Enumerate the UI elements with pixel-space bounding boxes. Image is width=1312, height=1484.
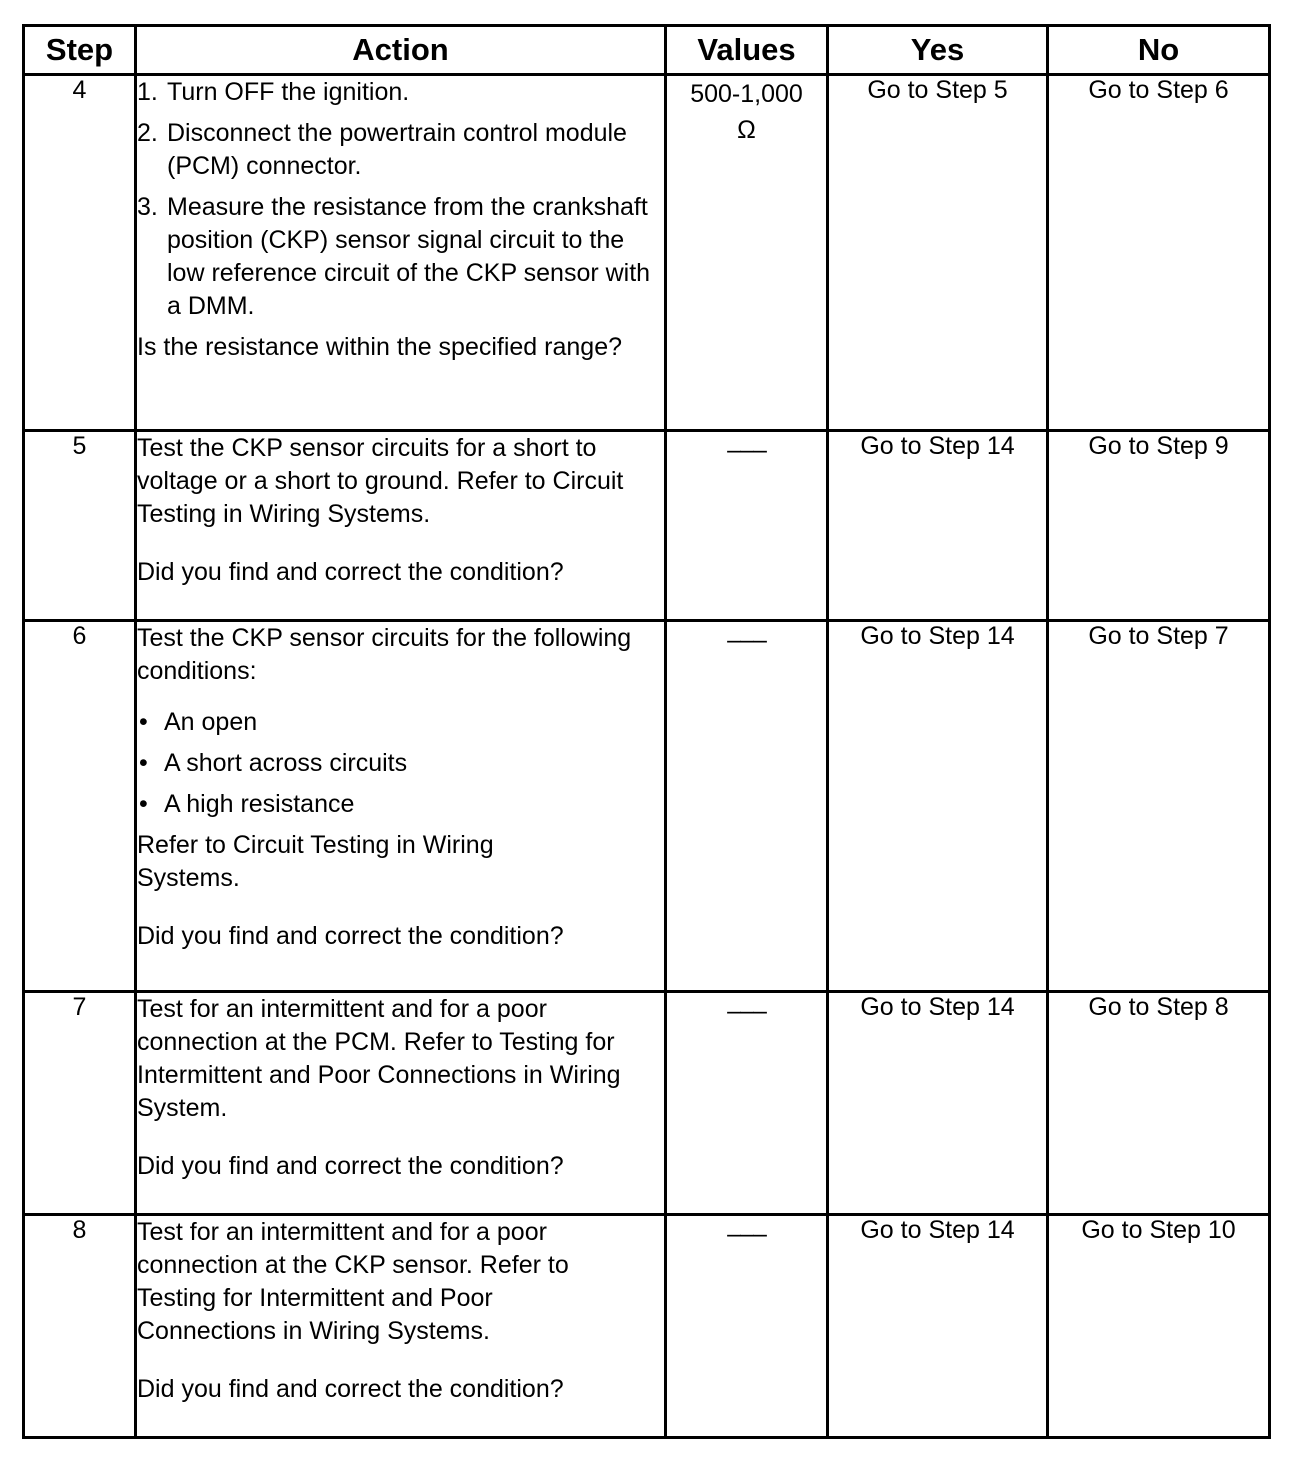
step-number: 7 [24,992,136,1215]
diagnostic-table [22,24,1271,1439]
action-text: Test for an intermittent and for a poor connection at the PCM. Refer to Testing for Intermittent and Poor Connections in Wiring System. [137,995,621,1122]
action-cell [136,431,666,621]
value-range: 500-1,000 [690,80,803,108]
action-cell [136,75,666,431]
yes-cell: Go to Step 14 [828,1215,1048,1438]
no-cell: Go to Step 10 [1048,1215,1270,1438]
no-cell: Go to Step 7 [1048,621,1270,992]
question-text: Did you find and correct the condition? [137,1152,564,1180]
value-unit: Ω [737,116,756,144]
numbered-item: 1. Turn OFF the ignition. [137,78,410,106]
header-yes: Yes [828,26,1048,75]
header-no: No [1048,26,1270,75]
values-cell: ––– [666,621,828,992]
bullet-item: • An open [139,708,258,736]
step-number: 5 [24,431,136,621]
action-text: Test the CKP sensor circuits for a short to voltage or a short to ground. Refer to Circuit Testing in Wiring Systems. [137,434,624,528]
action-cell [136,1215,666,1438]
no-cell: Go to Step 9 [1048,431,1270,621]
numbered-item: 3. Measure the resistance from the crankshaft position (CKP) sensor signal circuit to the low reference circuit of the CKP sensor with a DMM. [137,193,651,320]
values-cell [666,75,828,431]
action-text: Test the CKP sensor circuits for the following conditions: [137,624,632,685]
numbered-item: 2. Disconnect the powertrain control module (PCM) connector. [137,119,627,180]
action-cell [136,621,666,992]
values-cell: ––– [666,1215,828,1438]
question-text: Is the resistance within the specified range? [137,333,622,361]
bullet-item: • A short across circuits [139,749,408,777]
table-row-step-5 [24,431,1270,621]
bullet-item: • A high resistance [139,790,355,818]
table-row-step-4 [24,75,1270,431]
yes-cell: Go to Step 14 [828,621,1048,992]
step-number: 4 [24,75,136,431]
question-text: Did you find and correct the condition? [137,922,564,950]
no-cell: Go to Step 8 [1048,992,1270,1215]
yes-cell: Go to Step 14 [828,431,1048,621]
header-action: Action [136,26,666,75]
refer-text: Refer to Circuit Testing in Wiring Systems. [137,831,494,892]
question-text: Did you find and correct the condition? [137,558,564,586]
values-cell: ––– [666,431,828,621]
action-text: Test for an intermittent and for a poor connection at the CKP sensor. Refer to Testing for Intermittent and Poor Connections in Wiring Systems. [137,1218,569,1345]
yes-cell: Go to Step 14 [828,992,1048,1215]
yes-cell: Go to Step 5 [828,75,1048,431]
values-cell: ––– [666,992,828,1215]
table-row-step-6 [24,621,1270,992]
table-row-step-8 [24,1215,1270,1438]
step-number: 6 [24,621,136,992]
action-cell [136,992,666,1215]
no-cell: Go to Step 6 [1048,75,1270,431]
table-row-step-7 [24,992,1270,1215]
header-step: Step [24,26,136,75]
header-values: Values [666,26,828,75]
header-row [24,26,1270,75]
question-text: Did you find and correct the condition? [137,1375,564,1403]
step-number: 8 [24,1215,136,1438]
